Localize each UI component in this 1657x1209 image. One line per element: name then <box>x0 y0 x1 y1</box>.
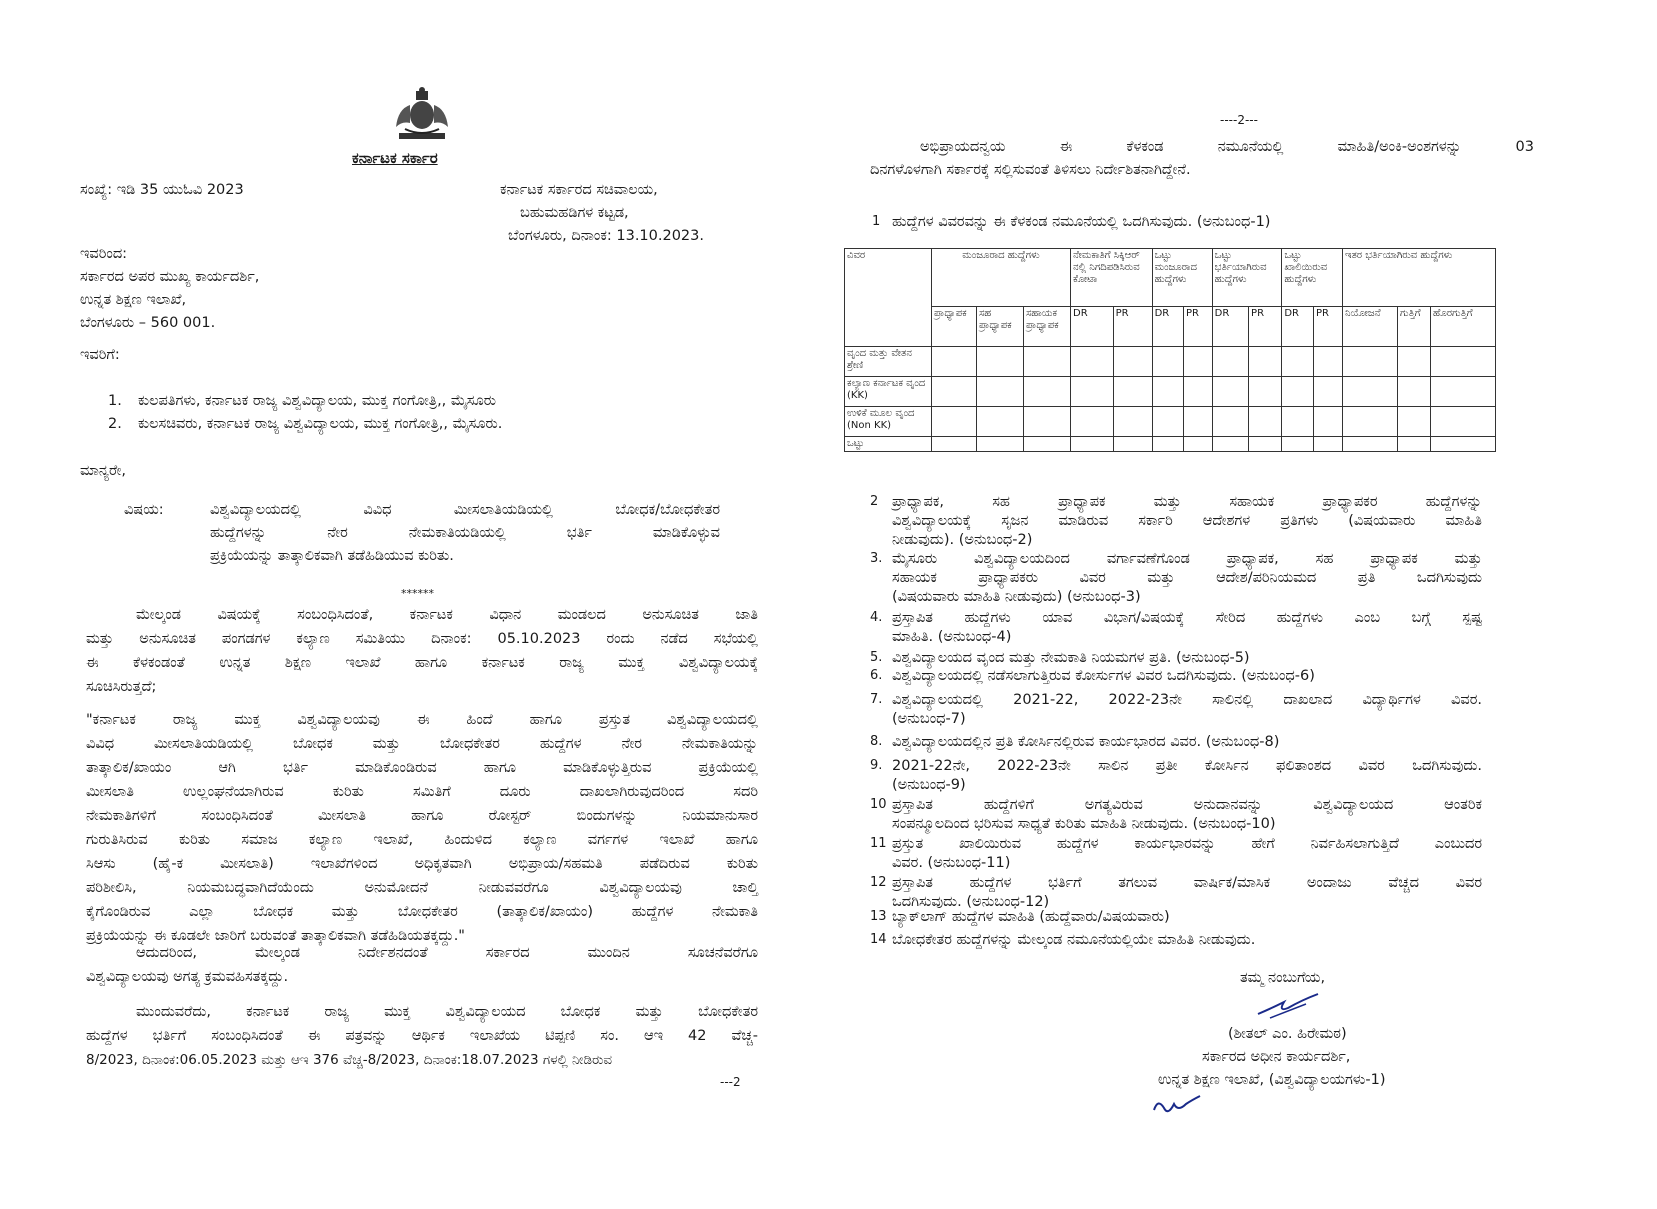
item-text: ವಿಶ್ವವಿದ್ಯಾಲಯಕ್ಕೆ ಸೃಜನ ಮಾಡಿರುವ ಸರ್ಕಾರಿ ಆದೇಶಗಳ ಪ್ರತಿಗಳು (ವಿಷಯವಾರು ಮಾಹಿತಿ <box>892 513 1482 529</box>
item-text: ಪ್ರಸ್ತಾಪಿತ ಹುದ್ದೆಗಳು ಯಾವ ವಿಭಾಗ/ವಿಷಯಕ್ಕೆ ಸೇರಿದ ಹುದ್ದೆಗಳು ಎಂಬ ಬಗ್ಗೆ ಸ್ಪಷ್ಟ <box>892 610 1482 626</box>
annexure-1-table <box>844 248 1496 452</box>
item-text: ವಿವರ. (ಅನುಬಂಧ-11) <box>892 855 1011 871</box>
item-text: ಒದಗಿಸುವುದು. (ಅನುಬಂಧ-12) <box>892 894 1050 910</box>
table-row-label: ಕಲ್ಯಾಣ ಕರ್ನಾಟಕ ವೃಂದ (KK) <box>845 377 932 407</box>
item-text: ವಿಶ್ವವಿದ್ಯಾಲಯದಲ್ಲಿನ ಪ್ರತಿ ಕೋರ್ಸಿನಲ್ಲಿರುವ ಕಾರ್ಯಭಾರದ ವಿವರ. (ಅನುಬಂಧ-8) <box>892 734 1280 750</box>
item-text: ಪ್ರಾಧ್ಯಾಪಕ, ಸಹ ಪ್ರಾಧ್ಯಾಪಕ ಮತ್ತು ಸಹಾಯಕ ಪ್ರಾಧ್ಯಾಪಕರ ಹುದ್ದೆಗಳನ್ನು <box>892 494 1482 510</box>
table-row <box>845 377 1496 407</box>
table-subheader: ಪ್ರಾಧ್ಯಾಪಕ <box>932 307 977 347</box>
karnataka-emblem-icon <box>385 85 459 147</box>
table-row <box>845 347 1496 377</box>
table-subheader: PR <box>1113 307 1152 347</box>
table-row <box>845 407 1496 437</box>
table-subheader: DR <box>1152 307 1183 347</box>
signatory-department: ಉನ್ನತ ಶಿಕ್ಷಣ ಇಲಾಖೆ, (ವಿಶ್ವವಿದ್ಯಾಲಯಗಳು-1) <box>1158 1072 1386 1088</box>
to-label: ಇವರಿಗೆ: <box>80 347 120 363</box>
intro-line: ಅಭಿಪ್ರಾಯದನ್ವಯ ಈ ಕೆಳಕಂಡ ನಮೂನೆಯಲ್ಲಿ ಮಾಹಿತಿ/ಅಂಕಿ-ಅಂಶಗಳನ್ನು 03 <box>920 139 1534 155</box>
item-text: ಪ್ರಸ್ತುತ ಖಾಲಿಯಿರುವ ಹುದ್ದೆಗಳ ಕಾರ್ಯಭಾರವನ್ನು ಹೇಗೆ ನಿರ್ವಹಿಸಲಾಗುತ್ತಿದೆ ಎಂಬುದರ <box>892 836 1482 852</box>
body-line: ವಿಶ್ವವಿದ್ಯಾಲಯವು ಅಗತ್ಯ ಕ್ರಮವಹಿಸತಕ್ಕದ್ದು. <box>86 969 289 985</box>
signatory-title: ಸರ್ಕಾರದ ಅಧೀನ ಕಾರ್ಯದರ್ಶಿ, <box>1202 1049 1351 1065</box>
signatory-name: (ಶೀತಲ್ ಎಂ. ಹಿರೇಮಠ) <box>1228 1026 1347 1042</box>
initials-scribble-icon <box>1148 1092 1208 1122</box>
table-header: ಒಟ್ಟು ಮಂಜೂರಾದ ಹುದ್ದೆಗಳು <box>1152 249 1212 307</box>
item-text: ವಿಶ್ವವಿದ್ಯಾಲಯದಲ್ಲಿ ನಡೆಸಲಾಗುತ್ತಿರುವ ಕೋರ್ಸುಗಳ ವಿವರ ಒದಗಿಸುವುದು. (ಅನುಬಂಧ-6) <box>892 668 1315 684</box>
quote-line: ಮೀಸಲಾತಿ ಉಲ್ಲಂಘನೆಯಾಗಿರುವ ಕುರಿತು ಸಮಿತಿಗೆ ದೂರು ದಾಖಲಾಗಿರುವುದರಿಂದ ಸದರಿ <box>86 784 758 800</box>
intro-line: ದಿನಗಳೊಳಗಾಗಿ ಸರ್ಕಾರಕ್ಕೆ ಸಲ್ಲಿಸುವಂತೆ ತಿಳಿಸಲು ನಿರ್ದೇಶಿತನಾಗಿದ್ದೇನೆ. <box>870 162 1191 178</box>
item-number: 9. <box>870 758 883 773</box>
subject-label: ವಿಷಯ: <box>124 502 164 518</box>
item-number: 11 <box>870 836 887 851</box>
table-subheader: ಗುತ್ತಿಗೆ <box>1398 307 1431 347</box>
table-header: ನೇಮಕಾತಿಗೆ ಸಿಕ್ಕಿಆರ್ ನಲ್ಲಿ ನಿಗದಿಪಡಿಸಿರುವ ಕೋಟಾ <box>1071 249 1153 307</box>
quote-line: ಪರಿಶೀಲಿಸಿ, ನಿಯಮಬದ್ಧವಾಗಿದೆಯೆಂದು ಅನುಮೋದನೆ ನೀಡುವವರೆಗೂ ವಿಶ್ವವಿದ್ಯಾಲಯವು ಚಾಲ್ತಿ <box>86 880 758 896</box>
table-header: ಒಟ್ಟು ಭರ್ತಿಯಾಗಿರುವ ಹುದ್ದೆಗಳು <box>1212 249 1282 307</box>
page-number: ----2--- <box>1220 113 1258 127</box>
table-header: ಒಟ್ಟು ಖಾಲಿಯಿರುವ ಹುದ್ದೆಗಳು <box>1282 249 1343 307</box>
body-line: ಸೂಚಿಸಿರುತ್ತದೆ; <box>86 679 157 695</box>
table-subheader: DR <box>1282 307 1314 347</box>
item-text: ಪ್ರಸ್ತಾಪಿತ ಹುದ್ದೆಗಳಿಗೆ ಅಗತ್ಯವಿರುವ ಅನುದಾನವನ್ನು ವಿಶ್ವವಿದ್ಯಾಲಯದ ಆಂತರಿಕ <box>892 797 1482 813</box>
item-number: 12 <box>870 875 887 890</box>
table-header: ವಿವರ <box>845 249 932 347</box>
item-number: 8. <box>870 734 883 749</box>
item-number: 2 <box>870 494 879 509</box>
item-text: ಮಾಹಿತಿ. (ಅನುಬಂಧ-4) <box>892 629 1012 645</box>
item-text: ವಿಶ್ವವಿದ್ಯಾಲಯದಲ್ಲಿ 2021-22, 2022-23ನೇ ಸಾಲಿನಲ್ಲಿ ದಾಖಲಾದ ವಿದ್ಯಾರ್ಥಿಗಳ ವಿವರ. <box>892 692 1482 708</box>
continued-marker: ---2 <box>720 1075 741 1089</box>
item-text: ಬ್ಯಾಕ್‌ಲಾಗ್ ಹುದ್ದೆಗಳ ಮಾಹಿತಿ (ಹುದ್ದೆವಾರು/ವಿಷಯವಾರು) <box>892 909 1170 925</box>
table-subheader: DR <box>1071 307 1114 347</box>
item-text: ವಿಶ್ವವಿದ್ಯಾಲಯದ ವೃಂದ ಮತ್ತು ನೇಮಕಾತಿ ನಿಯಮಗಳ ಪ್ರತಿ. (ಅನುಬಂಧ-5) <box>892 650 1250 666</box>
quote-line: ನೇಮಕಾತಿಗಳಿಗೆ ಸಂಬಂಧಿಸಿದಂತೆ ಮೀಸಲಾತಿ ಹಾಗೂ ರೋಸ್ಟರ್ ಬಿಂದುಗಳನ್ನು ನಿಯಮಾನುಸಾರ <box>86 808 758 824</box>
body-line: ಮತ್ತು ಅನುಸೂಚಿತ ಪಂಗಡಗಳ ಕಲ್ಯಾಣ ಸಮಿತಿಯು ದಿನಾಂಕ: 05.10.2023 ರಂದು ನಡೆದ ಸಭೆಯಲ್ಲಿ <box>86 631 758 647</box>
table-subheader: ಸಹಾಯಕ ಪ್ರಾಧ್ಯಾಪಕ <box>1024 307 1071 347</box>
item-text: (ವಿಷಯವಾರು ಮಾಹಿತಿ ನೀಡುವುದು) (ಅನುಬಂಧ-3) <box>892 589 1141 605</box>
table-subheader: PR <box>1249 307 1282 347</box>
quote-line: "ಕರ್ನಾಟಕ ರಾಜ್ಯ ಮುಕ್ತ ವಿಶ್ವವಿದ್ಯಾಲಯವು ಈ ಹಿಂದೆ ಹಾಗೂ ಪ್ರಸ್ತುತ ವಿಶ್ವವಿದ್ಯಾಲಯದಲ್ಲಿ <box>86 712 758 728</box>
from-line: ಬೆಂಗಳೂರು – 560 001. <box>80 315 216 331</box>
table-row-label: ವೃಂದ ಮತ್ತು ವೇತನ ಶ್ರೇಣಿ <box>845 347 932 377</box>
address-date-line: ಬೆಂಗಳೂರು, ದಿನಾಂಕ: 13.10.2023. <box>508 228 704 244</box>
item-number: 13 <box>870 909 887 924</box>
body-line: ಮೇಲ್ಕಂಡ ವಿಷಯಕ್ಕೆ ಸಂಬಂಧಿಸಿದಂತೆ, ಕರ್ನಾಟಕ ವಿಧಾನ ಮಂಡಲದ ಅನುಸೂಚಿತ ಜಾತಿ <box>136 607 758 623</box>
item-text: ಪ್ರಸ್ತಾಪಿತ ಹುದ್ದೆಗಳ ಭರ್ತಿಗೆ ತಗಲುವ ವಾರ್ಷಿಕ/ಮಾಸಿಕ ಅಂದಾಜು ವೆಚ್ಚದ ವಿವರ <box>892 875 1482 891</box>
item-text: ಸಹಾಯಕ ಪ್ರಾಧ್ಯಾಪಕರು ವಿವರ ಮತ್ತು ಆದೇಶ/ಪರಿನಿಯಮದ ಪ್ರತಿ ಒದಗಿಸುವುದು <box>892 570 1482 586</box>
table-subheader: DR <box>1212 307 1248 347</box>
table-subheader: ಸಹ ಪ್ರಾಧ್ಯಾಪಕ <box>977 307 1024 347</box>
subject-line: ಹುದ್ದೆಗಳನ್ನು ನೇರ ನೇಮಕಾತಿಯಡಿಯಲ್ಲಿ ಭರ್ತಿ ಮಾಡಿಕೊಳ್ಳುವ <box>210 525 720 541</box>
item-text: ಬೋಧಕೇತರ ಹುದ್ದೆಗಳನ್ನು ಮೇಲ್ಕಂಡ ನಮೂನೆಯಲ್ಲಿಯೇ ಮಾಹಿತಿ ನೀಡುವುದು. <box>892 932 1256 948</box>
item-number: 14 <box>870 932 887 947</box>
item-text: (ಅನುಬಂಧ-9) <box>892 777 966 793</box>
body-line: ಆದುದರಿಂದ, ಮೇಲ್ಕಂಡ ನಿರ್ದೇಶನದಂತೆ ಸರ್ಕಾರದ ಮುಂದಿನ ಸೂಚನೆವರೆಗೂ <box>136 945 758 961</box>
closing: ತಮ್ಮ ನಂಬುಗೆಯ, <box>1240 970 1326 986</box>
body-line: 8/2023, ದಿನಾಂಕ:06.05.2023 ಮತ್ತು ಆಇ 376 ವೆಚ್ಚ-8/2023, ದಿನಾಂಕ:18.07.2023 ಗಳಲ್ಲಿ ನೀಡಿರುವ <box>86 1052 613 1068</box>
government-title: ಕರ್ನಾಟಕ ಸರ್ಕಾರ <box>352 149 438 167</box>
from-label: ಇವರಿಂದ: <box>80 246 128 262</box>
table-header: ಮಂಜೂರಾದ ಹುದ್ದೆಗಳು <box>932 249 1071 307</box>
table-subheader: PR <box>1313 307 1342 347</box>
reference-number: ಸಂಖ್ಯೆ: ಇಡಿ 35 ಯುಓವಿ 2023 <box>80 182 244 198</box>
table-header: ಇತರ ಭರ್ತಿಯಾಗಿರುವ ಹುದ್ದೆಗಳು <box>1343 249 1496 307</box>
signature-scribble-icon <box>1252 988 1332 1022</box>
from-line: ಉನ್ನತ ಶಿಕ್ಷಣ ಇಲಾಖೆ, <box>80 292 187 308</box>
item-number: 10 <box>870 797 887 812</box>
from-line: ಸರ್ಕಾರದ ಅಪರ ಮುಖ್ಯ ಕಾರ್ಯದರ್ಶಿ, <box>80 269 260 285</box>
table-row <box>845 437 1496 452</box>
table-subheader: ನಿಯೋಜನೆ <box>1343 307 1398 347</box>
quote-line: ತಾತ್ಕಾಲಿಕ/ಖಾಯಂ ಆಗಿ ಭರ್ತಿ ಮಾಡಿಕೊಂಡಿರುವ ಹಾಗೂ ಮಾಡಿಕೊಳ್ಳುತ್ತಿರುವ ಪ್ರಕ್ರಿಯೆಯಲ್ಲಿ <box>86 760 758 776</box>
quote-line: ಪ್ರಕ್ರಿಯೆಯನ್ನು ಈ ಕೂಡಲೇ ಜಾರಿಗೆ ಬರುವಂತೆ ತಾತ್ಕಾಲಿಕವಾಗಿ ತಡೆಹಿಡಿಯತಕ್ಕದ್ದು." <box>86 928 465 944</box>
item-number: 7. <box>870 692 883 707</box>
subject-line: ವಿಶ್ವವಿದ್ಯಾಲಯದಲ್ಲಿ ವಿವಿಧ ಮೀಸಲಾತಿಯಡಿಯಲ್ಲಿ ಬೋಧಕ/ಬೋಧಕೇತರ <box>210 502 720 518</box>
subject-line: ಪ್ರಕ್ರಿಯೆಯನ್ನು ತಾತ್ಕಾಲಿಕವಾಗಿ ತಡೆಹಿಡಿಯುವ ಕುರಿತು. <box>210 548 454 564</box>
body-line: ಈ ಕೆಳಕಂಡಂತೆ ಉನ್ನತ ಶಿಕ್ಷಣ ಇಲಾಖೆ ಹಾಗೂ ಕರ್ನಾಟಕ ರಾಜ್ಯ ಮುಕ್ತ ವಿಶ್ವವಿದ್ಯಾಲಯಕ್ಕೆ <box>86 655 758 671</box>
item-text: ಸಂಪನ್ಮೂಲದಿಂದ ಭರಿಸುವ ಸಾಧ್ಯತೆ ಕುರಿತು ಮಾಹಿತಿ ನೀಡುವುದು. (ಅನುಬಂಧ-10) <box>892 816 1276 832</box>
body-line: ಮುಂದುವರೆದು, ಕರ್ನಾಟಕ ರಾಜ್ಯ ಮುಕ್ತ ವಿಶ್ವವಿದ್ಯಾಲಯದ ಬೋಧಕ ಮತ್ತು ಬೋಧಕೇತರ <box>136 1004 758 1020</box>
item-number: 4. <box>870 610 883 625</box>
table-row-label: ಒಟ್ಟು <box>845 437 932 452</box>
recipient-line: ಕುಲಸಚಿವರು, ಕರ್ನಾಟಕ ರಾಜ್ಯ ವಿಶ್ವವಿದ್ಯಾಲಯ, ಮುಕ್ತ ಗಂಗೋತ್ರಿ,, ಮೈಸೂರು. <box>138 416 503 432</box>
item-number: 1 <box>872 214 881 229</box>
table-row-label: ಉಳಿಕೆ ಮೂಲ ವೃಂದ (Non KK) <box>845 407 932 437</box>
quote-line: ಕೈಗೊಂಡಿರುವ ಎಲ್ಲಾ ಬೋಧಕ ಮತ್ತು ಬೋಧಕೇತರ (ತಾತ್ಕಾಲಿಕ/ಖಾಯಂ) ಹುದ್ದೆಗಳ ನೇಮಕಾತಿ <box>86 904 758 920</box>
item-number: 6. <box>870 668 883 683</box>
table-subheader: PR <box>1183 307 1212 347</box>
body-line: ಹುದ್ದೆಗಳ ಭರ್ತಿಗೆ ಸಂಬಂಧಿಸಿದಂತೆ ಈ ಪತ್ರವನ್ನು ಆರ್ಥಿಕ ಇಲಾಖೆಯ ಟಿಪ್ಪಣಿ ಸಂ. ಆಇ 42 ವೆಚ್ಚ- <box>86 1028 758 1044</box>
letter-page-2 <box>840 0 1657 1209</box>
table-subheader: ಹೊರಗುತ್ತಿಗೆ <box>1431 307 1496 347</box>
item-text: ಹುದ್ದೆಗಳ ವಿವರವನ್ನು ಈ ಕೆಳಕಂಡ ನಮೂನೆಯಲ್ಲಿ ಒದಗಿಸುವುದು. (ಅನುಬಂಧ-1) <box>892 214 1271 230</box>
item-text: 2021-22ನೇ, 2022-23ನೇ ಸಾಲಿನ ಪ್ರತೀ ಕೋರ್ಸಿನ ಫಲಿತಾಂಶದ ವಿವರ ಒದಗಿಸುವುದು. <box>892 758 1482 774</box>
item-text: (ಅನುಬಂಧ-7) <box>892 711 966 727</box>
item-number: 5. <box>870 650 883 665</box>
item-text: ನೀಡುವುದು). (ಅನುಬಂಧ-2) <box>892 532 1033 548</box>
salutation: ಮಾನ್ಯರೇ, <box>80 463 127 479</box>
item-text: ಮೈಸೂರು ವಿಶ್ವವಿದ್ಯಾಲಯದಿಂದ ವರ್ಗಾವಣೆಗೊಂಡ ಪ್ರಾಧ್ಯಾಪಕ, ಸಹ ಪ್ರಾಧ್ಯಾಪಕ ಮತ್ತು <box>892 551 1482 567</box>
recipient-number: 1. <box>108 393 122 409</box>
recipient-line: ಕುಲಪತಿಗಳು, ಕರ್ನಾಟಕ ರಾಜ್ಯ ವಿಶ್ವವಿದ್ಯಾಲಯ, ಮುಕ್ತ ಗಂಗೋತ್ರಿ,, ಮೈಸೂರು <box>138 393 497 409</box>
quote-line: ವಿವಿಧ ಮೀಸಲಾತಿಯಡಿಯಲ್ಲಿ ಬೋಧಕ ಮತ್ತು ಬೋಧಕೇತರ ಹುದ್ದೆಗಳ ನೇರ ನೇಮಕಾತಿಯನ್ನು <box>86 736 758 752</box>
address-line: ಬಹುಮಹಡಿಗಳ ಕಟ್ಟಡ, <box>520 205 629 221</box>
quote-line: ಗುರುತಿಸಿರುವ ಕುರಿತು ಸಮಾಜ ಕಲ್ಯಾಣ ಇಲಾಖೆ, ಹಿಂದುಳಿದ ಕಲ್ಯಾಣ ವರ್ಗಗಳ ಇಲಾಖೆ ಹಾಗೂ <box>86 832 758 848</box>
separator-stars: ****** <box>401 587 434 600</box>
item-number: 3. <box>870 551 883 566</box>
address-line: ಕರ್ನಾಟಕ ಸರ್ಕಾರದ ಸಚಿವಾಲಯ, <box>500 182 658 198</box>
quote-line: ಸಿಆಸು (ಹೈ-ಕ ಮೀಸಲಾತಿ) ಇಲಾಖೆಗಳಿಂದ ಅಧಿಕೃತವಾಗಿ ಅಭಿಪ್ರಾಯ/ಸಹಮತಿ ಪಡೆದಿರುವ ಕುರಿತು <box>86 856 758 872</box>
letter-page-1 <box>0 0 800 1209</box>
recipient-number: 2. <box>108 416 122 432</box>
